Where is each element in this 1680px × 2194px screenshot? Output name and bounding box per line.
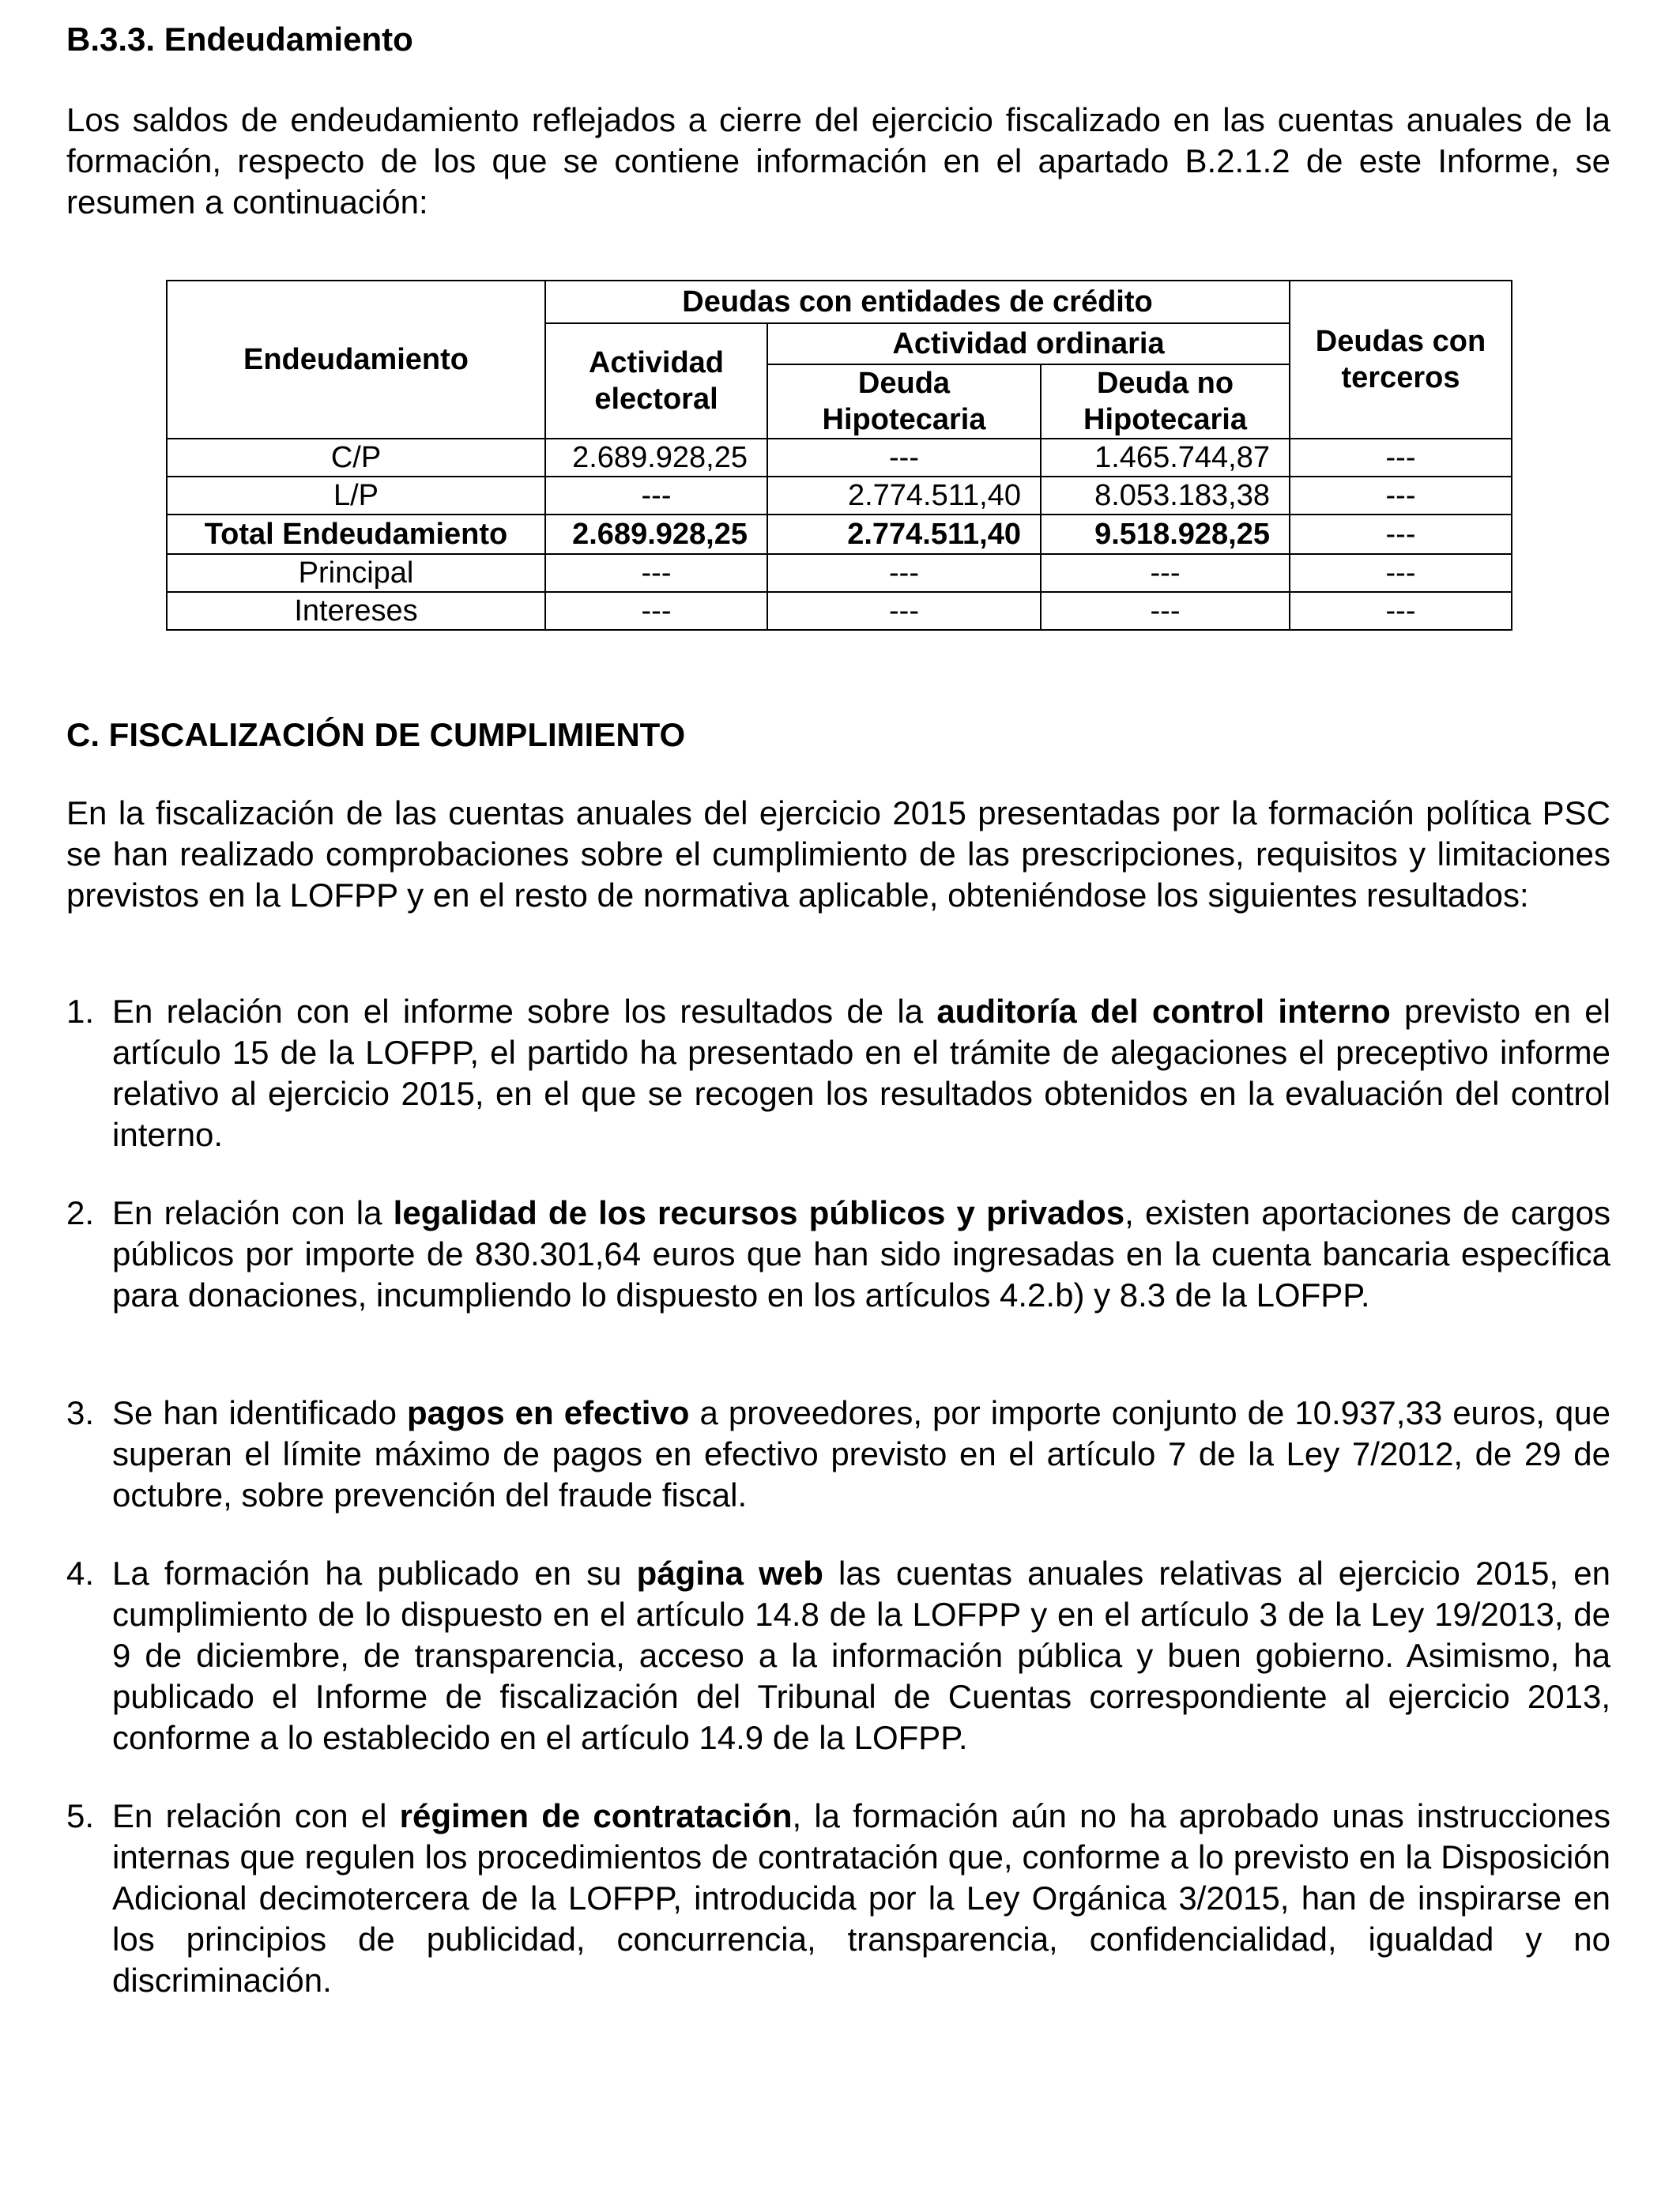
item-number: 4. xyxy=(66,1555,95,1592)
cell-no-hipotecaria: 8.053.183,38 xyxy=(1041,477,1290,515)
cell-terceros: --- xyxy=(1290,554,1512,592)
item-number: 5. xyxy=(66,1797,95,1834)
row-label: L/P xyxy=(167,477,545,515)
list-item xyxy=(66,991,1610,1155)
header-endeudamiento: Endeudamiento xyxy=(167,281,545,439)
debt-table-container xyxy=(166,280,1512,631)
table-row-total xyxy=(167,515,1512,554)
cell-hipotecaria: --- xyxy=(767,592,1041,630)
cell-electoral: 2.689.928,25 xyxy=(545,515,767,554)
row-label: C/P xyxy=(167,439,545,477)
cell-terceros: --- xyxy=(1290,439,1512,477)
row-label: Principal xyxy=(167,554,545,592)
list-item xyxy=(66,1796,1610,2001)
cell-no-hipotecaria: 9.518.928,25 xyxy=(1041,515,1290,554)
list-item xyxy=(66,1553,1610,1759)
header-deuda-hipotecaria: Deuda Hipotecaria xyxy=(767,364,1041,439)
cell-electoral: --- xyxy=(545,477,767,515)
item-number: 1. xyxy=(66,993,95,1030)
header-deuda-no-hipotecaria: Deuda no Hipotecaria xyxy=(1041,364,1290,439)
table-row xyxy=(167,592,1512,630)
intro-paragraph-c: En la fiscalización de las cuentas anuales del ejercicio 2015 presentadas por la formación política PSC se han realizado comprobaciones sobre el cumplimiento de las prescripciones, requisitos y limitaciones previstos en la LOFPP y en el resto de normativa aplicable, obteniéndose los siguientes resultados: xyxy=(66,794,1610,914)
item-number: 2. xyxy=(66,1194,95,1231)
table-row xyxy=(167,439,1512,477)
cell-hipotecaria: --- xyxy=(767,554,1041,592)
cell-electoral: --- xyxy=(545,554,767,592)
section-heading-c: C. FISCALIZACIÓN DE CUMPLIMIENTO xyxy=(66,716,686,753)
header-actividad-ordinaria: Actividad ordinaria xyxy=(767,323,1290,364)
header-deudas-terceros: Deudas con terceros xyxy=(1290,281,1512,439)
cell-hipotecaria: 2.774.511,40 xyxy=(767,477,1041,515)
debt-table xyxy=(166,280,1512,631)
row-label: Intereses xyxy=(167,592,545,630)
cell-no-hipotecaria: 1.465.744,87 xyxy=(1041,439,1290,477)
cell-electoral: 2.689.928,25 xyxy=(545,439,767,477)
cell-no-hipotecaria: --- xyxy=(1041,592,1290,630)
item-number: 3. xyxy=(66,1394,95,1431)
cell-no-hipotecaria: --- xyxy=(1041,554,1290,592)
item-text: Se han identificado pagos en efectivo a proveedores, por importe conjunto de 10.937,33 euros, que superan el límite máximo de pagos en efectivo previsto en el artículo 7 de la Ley 7/2012, de 29 de octubre, sobre prevención del fraude fiscal. xyxy=(112,1394,1611,1514)
cell-hipotecaria: --- xyxy=(767,439,1041,477)
item-text: En relación con el informe sobre los resultados de la auditoría del control interno previsto en el artículo 15 de la LOFPP, el partido ha presentado en el trámite de alegaciones el preceptivo informe relativo al ejercicio 2015, en el que se recogen los resultados obtenidos en la evaluación del control interno. xyxy=(112,993,1610,1153)
intro-paragraph-b333: Los saldos de endeudamiento reflejados a cierre del ejercicio fiscalizado en las cuentas anuales de la formación, respecto de los que se contiene información en el apartado B.2.1.2 de este Informe, se resumen a continuación: xyxy=(66,101,1610,221)
cell-terceros: --- xyxy=(1290,515,1512,554)
header-deudas-entidades: Deudas con entidades de crédito xyxy=(545,281,1290,323)
header-actividad-electoral: Actividad electoral xyxy=(545,323,767,439)
cell-hipotecaria: 2.774.511,40 xyxy=(767,515,1041,554)
item-text: En relación con la legalidad de los recursos públicos y privados, existen aportaciones de cargos públicos por importe de 830.301,64 euros que han sido ingresadas en la cuenta bancaria específica para donaciones, incumpliendo lo dispuesto en los artículos 4.2.b) y 8.3 de la LOFPP. xyxy=(112,1194,1610,1314)
table-row xyxy=(167,477,1512,515)
item-text: En relación con el régimen de contratación, la formación aún no ha aprobado unas instrucciones internas que regulen los procedimientos de contratación que, conforme a lo previsto en la Disposición Adicional decimotercera de la LOFPP, introducida por la Ley Orgánica 3/2015, han de inspirarse en los principios de publicidad, concurrencia, transparencia, confidencialidad, igualdad y no discriminación. xyxy=(112,1797,1610,1999)
cell-terceros: --- xyxy=(1290,592,1512,630)
item-text: La formación ha publicado en su página web las cuentas anuales relativas al ejercicio 2015, en cumplimiento de lo dispuesto en el artículo 14.8 de la LOFPP y en el artículo 3 de la Ley 19/2013, de 9 de diciembre, de transparencia, acceso a la información pública y buen gobierno. Asimismo, ha publicado el Informe de fiscalización del Tribunal de Cuentas correspondiente al ejercicio 2013, conforme a lo establecido en el artículo 14.9 de la LOFPP. xyxy=(112,1555,1610,1756)
list-item xyxy=(66,1193,1610,1316)
table-row xyxy=(167,554,1512,592)
list-item xyxy=(66,1393,1610,1516)
row-label: Total Endeudamiento xyxy=(167,515,545,554)
section-heading-b333: B.3.3. Endeudamiento xyxy=(66,21,413,58)
cell-electoral: --- xyxy=(545,592,767,630)
cell-terceros: --- xyxy=(1290,477,1512,515)
